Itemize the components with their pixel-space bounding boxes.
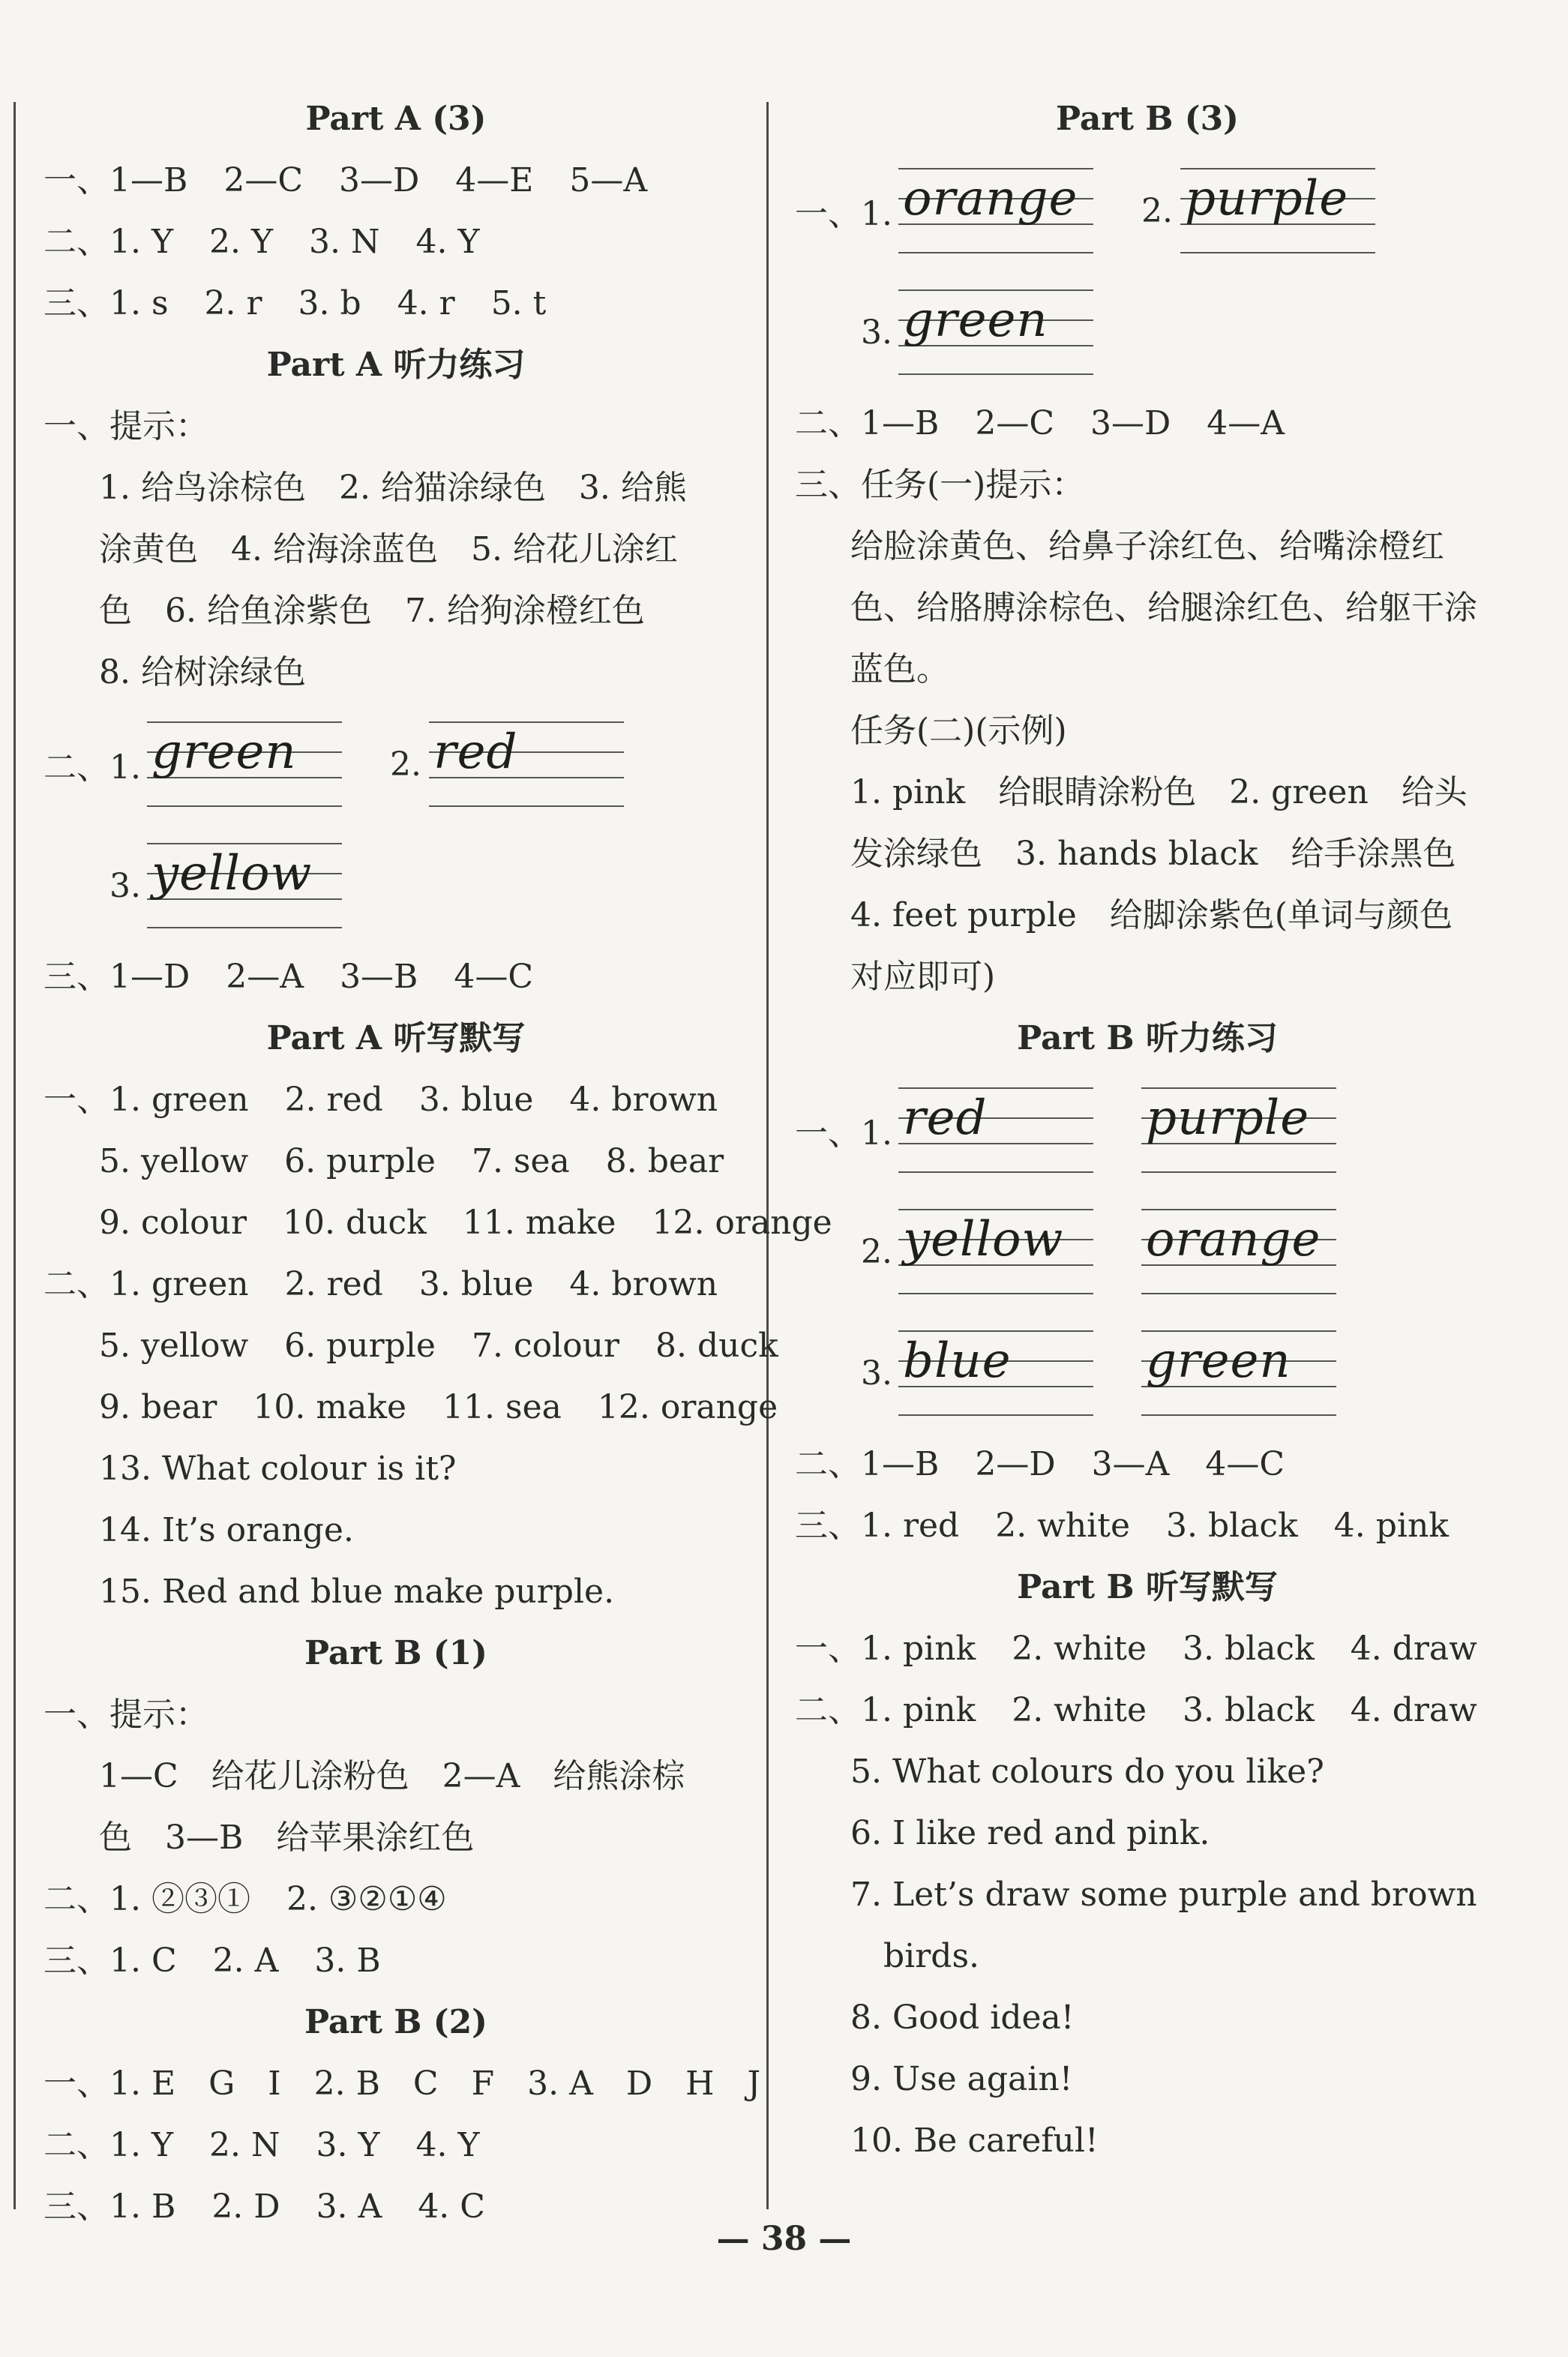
- answer: 6. purple: [284, 1142, 436, 1180]
- section-title-part-b2: Part B (2): [304, 2003, 487, 2041]
- answer: 3. A: [316, 2188, 382, 2226]
- answer: 一、1—B: [43, 161, 188, 199]
- handwriting-row: [795, 1069, 1500, 1191]
- answer: 5. yellow: [99, 1327, 249, 1365]
- answer-sentence: 5. What colours do you like?: [850, 1753, 1324, 1791]
- answer-sentence: 9. Use again!: [850, 2060, 1073, 2098]
- hint-text: 涂黄色 4. 给海涂蓝色 5. 给花儿涂红: [99, 530, 678, 568]
- answer-row: [43, 1930, 748, 1992]
- answer: 三、1. C: [43, 1942, 177, 1980]
- answer: 11. make: [462, 1204, 616, 1242]
- answer: 3. N: [309, 223, 380, 261]
- task-text: 对应即可): [850, 958, 996, 996]
- answer-row: [43, 1377, 778, 1438]
- answer-sentence: 6. I like red and pink.: [850, 1814, 1210, 1852]
- answer: 3—B: [340, 958, 418, 996]
- hint-text: 色 6. 给鱼涂紫色 7. 给狗涂橙红色: [99, 592, 645, 630]
- item-number: 一、1.: [795, 1114, 892, 1153]
- answer-sentence: birds.: [883, 1937, 980, 1975]
- item-number: 2.: [861, 1232, 892, 1271]
- answer: 二、1. green: [43, 1265, 249, 1303]
- task-text: 色、给胳膊涂棕色、给腿涂红色、给躯干涂: [850, 589, 1477, 627]
- answer-row: [795, 1618, 1500, 1680]
- handwriting-lines: [147, 829, 342, 942]
- handwritten-word: purple: [1184, 171, 1349, 226]
- section-title-part-b1: Part B (1): [304, 1634, 487, 1672]
- answer: 7. sea: [471, 1142, 570, 1180]
- answer: 10. make: [253, 1388, 407, 1426]
- answer-row: [795, 1680, 1500, 1741]
- handwriting-row: [795, 271, 1500, 393]
- answer: 8. bear: [605, 1142, 724, 1180]
- task-text: 发涂绿色 3. hands black 给手涂黑色: [850, 835, 1456, 873]
- left-margin-rule: [13, 102, 16, 2209]
- page-number: — 38 —: [716, 2220, 852, 2258]
- answer-row: [43, 211, 748, 273]
- handwriting-lines: [898, 1317, 1093, 1429]
- answer: 2. red: [284, 1081, 383, 1119]
- answer: 4. Y: [415, 223, 480, 261]
- answer: 2. r: [204, 284, 262, 322]
- handwriting-lines: [898, 1074, 1093, 1186]
- handwritten-word: green: [1146, 1333, 1291, 1389]
- answer: 4. brown: [569, 1265, 718, 1303]
- answer: 2. D: [211, 2188, 280, 2226]
- answer-row: [43, 1315, 778, 1377]
- answer: 4—C: [454, 958, 534, 996]
- answer: 2. N: [209, 2126, 280, 2164]
- task-text: 4. feet purple 给脚涂紫色(单词与颜色: [850, 896, 1453, 934]
- section-title-dictation-a: Part A 听写默写: [266, 1019, 526, 1057]
- handwritten-word: purple: [1146, 1090, 1310, 1146]
- answer-row: [43, 1131, 748, 1192]
- answer: 4. r: [397, 284, 455, 322]
- hint-text: 1. 给鸟涂棕色 2. 给猫涂绿色 3. 给熊: [99, 469, 687, 507]
- handwriting-lines: [1141, 1317, 1336, 1429]
- answer: 3—D: [1090, 404, 1171, 442]
- handwriting-lines: [1180, 154, 1375, 267]
- answer: 4—C: [1205, 1445, 1285, 1483]
- answer: 5. t: [490, 284, 547, 322]
- answer: 6. purple: [284, 1327, 436, 1365]
- answer: 二、1—B: [795, 1445, 940, 1483]
- answer: 2. white: [1012, 1691, 1147, 1729]
- section-title-listening-a: Part A 听力练习: [266, 346, 526, 384]
- answer: 二、1. Y: [43, 2126, 174, 2164]
- answer-row: [43, 1192, 832, 1254]
- handwriting-lines: [898, 154, 1093, 267]
- answer: 3. black: [1182, 1691, 1315, 1729]
- answer: 4—A: [1207, 404, 1285, 442]
- answer: 二、1—B: [795, 404, 940, 442]
- answer: 三、1—D: [43, 958, 190, 996]
- answer: 2—A: [226, 958, 304, 996]
- handwritten-word: yellow: [151, 846, 313, 901]
- task-text: 蓝色。: [850, 650, 949, 688]
- answer: 2. Y: [209, 223, 274, 261]
- answer: 4. draw: [1350, 1691, 1477, 1729]
- answer: 二、1. ②③①: [43, 1880, 250, 1918]
- answer-row: [43, 1254, 748, 1315]
- handwriting-row: [43, 703, 748, 825]
- handwriting-lines: [898, 276, 1093, 388]
- answer: 三、1. red: [795, 1507, 960, 1545]
- answer: 3. blue: [418, 1265, 534, 1303]
- answer: 8. duck: [655, 1327, 778, 1365]
- answer: 3. b: [298, 284, 361, 322]
- handwritten-word: green: [151, 724, 297, 780]
- item-number: 2.: [1141, 191, 1173, 230]
- answer: 3. blue: [418, 1081, 534, 1119]
- answer: 二、1. pink: [795, 1691, 976, 1729]
- answer-sentence: 14. It’s orange.: [99, 1511, 354, 1549]
- answer: 10. duck: [283, 1204, 427, 1242]
- answer-row: [43, 946, 748, 1008]
- section-title-listening-b: Part B 听力练习: [1017, 1019, 1278, 1057]
- handwriting-row: [795, 150, 1500, 271]
- answer-row: [43, 1069, 748, 1131]
- section-title-part-a3: Part A (3): [305, 100, 487, 138]
- answer-row: [795, 1495, 1500, 1557]
- answer: 5—A: [569, 161, 648, 199]
- answer: 9. bear: [99, 1388, 217, 1426]
- task-label: 任务(二)(示例): [850, 712, 1067, 750]
- answer: 3. black: [1165, 1507, 1298, 1545]
- answer: 4. Y: [415, 2126, 480, 2164]
- handwriting-lines: [429, 708, 624, 820]
- left-column: [43, 88, 832, 2238]
- answer: 2. red: [284, 1265, 383, 1303]
- answer-sentence: 10. Be careful!: [850, 2122, 1099, 2160]
- handwritten-word: orange: [903, 171, 1078, 226]
- section-title-dictation-b: Part B 听写默写: [1017, 1568, 1278, 1606]
- answer-row: [43, 2115, 748, 2176]
- answer-row: 一、1. E G I 2. B C F 3. A D H J: [43, 2065, 761, 2103]
- hint-label: 一、提示：: [43, 407, 208, 445]
- answer-row: [795, 1434, 1500, 1495]
- handwriting-lines: [1141, 1195, 1336, 1308]
- item-number: 2.: [390, 745, 421, 784]
- answer: 三、1. s: [43, 284, 169, 322]
- handwriting-lines: [898, 1195, 1093, 1308]
- answer: 3. black: [1182, 1630, 1315, 1668]
- answer: 4. C: [418, 2188, 485, 2226]
- handwriting-lines: [147, 708, 342, 820]
- handwritten-word: orange: [1146, 1212, 1321, 1267]
- answer-row: [43, 1869, 748, 1930]
- answer: 3. B: [314, 1942, 381, 1980]
- answer-row: [43, 150, 748, 211]
- answer: 4. draw: [1350, 1630, 1477, 1668]
- item-number: 3.: [109, 866, 141, 905]
- answer-sentence: 7. Let’s draw some purple and brown: [850, 1876, 1477, 1914]
- answer: 11. sea: [442, 1388, 562, 1426]
- answer: 3. Y: [316, 2126, 380, 2164]
- handwriting-lines: [1141, 1074, 1336, 1186]
- hint-text: 色 3—B 给苹果涂红色: [99, 1819, 475, 1857]
- handwritten-word: yellow: [903, 1212, 1064, 1267]
- answer: 9. colour: [99, 1204, 247, 1242]
- handwritten-word: green: [903, 292, 1048, 348]
- handwritten-word: red: [903, 1090, 988, 1146]
- answer: 7. colour: [471, 1327, 619, 1365]
- handwriting-row: [795, 1312, 1500, 1434]
- task-text: 给脸涂黄色、给鼻子涂红色、给嘴涂橙红: [850, 527, 1444, 565]
- task-label: 三、任务(一)提示：: [795, 466, 1085, 504]
- answer-sentence: 13. What colour is it?: [99, 1450, 457, 1488]
- item-number: 一、1.: [795, 195, 892, 233]
- handwritten-word: blue: [903, 1333, 1012, 1389]
- answer: 5. yellow: [99, 1142, 249, 1180]
- answer: 2—D: [975, 1445, 1056, 1483]
- answer-row: [43, 273, 748, 334]
- handwritten-word: red: [433, 724, 518, 780]
- answer: 2. white: [1012, 1630, 1147, 1668]
- item-number: 3.: [861, 313, 892, 352]
- answer: 一、1. green: [43, 1081, 249, 1119]
- answer: 12. orange: [652, 1204, 832, 1242]
- answer: 二、1. Y: [43, 223, 174, 261]
- answer: 3—A: [1091, 1445, 1170, 1483]
- answer-sentence: 8. Good idea!: [850, 1999, 1075, 2037]
- hint-text: 8. 给树涂绿色: [99, 653, 306, 691]
- answer: 12. orange: [597, 1388, 778, 1426]
- right-column: [795, 88, 1500, 2172]
- handwriting-row: [795, 1191, 1500, 1312]
- answer: 4. brown: [569, 1081, 718, 1119]
- answer: 3—D: [339, 161, 420, 199]
- hint-text: 1—C 给花儿涂粉色 2—A 给熊涂棕: [99, 1757, 685, 1795]
- hint-label: 一、提示：: [43, 1696, 208, 1734]
- item-number: 二、1.: [43, 748, 141, 787]
- handwriting-row: [43, 825, 748, 946]
- answer: 4—E: [455, 161, 534, 199]
- answer-row: [795, 393, 1500, 454]
- answer: 2—C: [223, 161, 303, 199]
- answer: 2. white: [995, 1507, 1130, 1545]
- item-number: 3.: [861, 1354, 892, 1393]
- answer: 三、1. B: [43, 2188, 176, 2226]
- answer: 2. ③②①④: [286, 1880, 447, 1918]
- answer-sentence: 15. Red and blue make purple.: [99, 1573, 615, 1611]
- answer: 4. pink: [1333, 1507, 1449, 1545]
- answer: 2. A: [212, 1942, 279, 1980]
- section-title-part-b3: Part B (3): [1056, 100, 1239, 138]
- answer: 一、1. pink: [795, 1630, 976, 1668]
- answer: 2—C: [975, 404, 1054, 442]
- task-text: 1. pink 给眼睛涂粉色 2. green 给头: [850, 773, 1468, 811]
- column-divider: [766, 102, 769, 2209]
